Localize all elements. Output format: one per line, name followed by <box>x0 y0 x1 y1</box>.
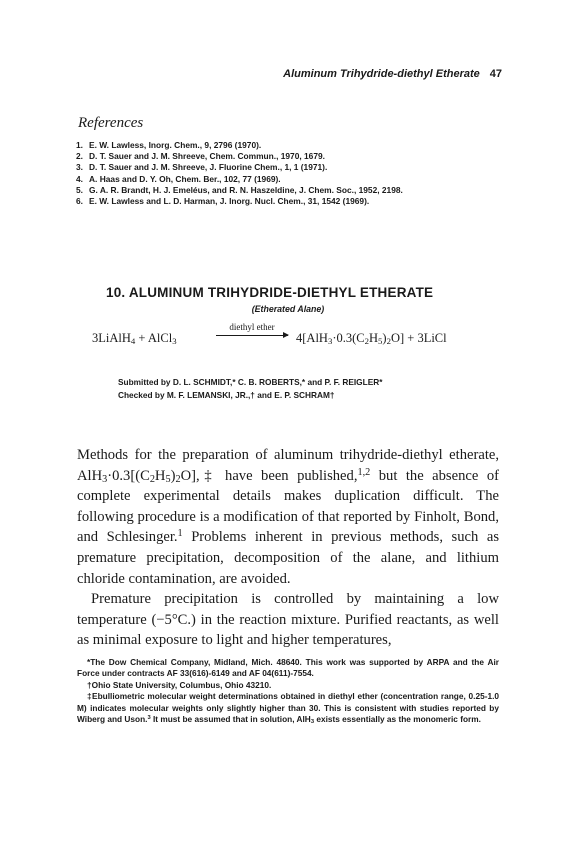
body-text <box>77 445 499 651</box>
reference-item: 1. E. W. Lawless, Inorg. Chem., 9, 2796 (1970). <box>76 140 262 150</box>
reference-item: 3. D. T. Sauer and J. M. Shreeve, J. Fluorine Chem., 1, 1 (1971). <box>76 162 328 173</box>
running-title: Aluminum Trihydride-diethyl Etherate <box>283 68 480 80</box>
footnotes <box>77 657 499 725</box>
equation-products: $4[AlH_3\cdot 0.3(C_2H_5)_2O]$ + 3LiCl <box>296 331 447 346</box>
footnote: *The Dow Chemical Company, Midland, Mich. 48640. This work was supported by ARPA and the Air Force under contracts AF 33(616)-6149 and AF 04(611)-7554. <box>77 657 499 679</box>
checked-by: Checked by M. F. LEMANSKI, JR.,† and E. P. SCHRAM† <box>118 390 335 400</box>
reference-item: 5. G. A. R. Brandt, H. J. Emeléus, and R. N. Haszeldine, J. Chem. Soc., 1952, 2198. <box>76 184 403 195</box>
references-heading: References <box>78 115 144 131</box>
reaction-arrow <box>216 322 288 336</box>
paragraph: Premature precipitation is controlled by maintaining a low temperature (−5°C.) in the reaction mixture. Purified reactants, as well as minimal exposure to light and higher temperatures, <box>77 591 499 649</box>
reaction-condition: diethyl ether <box>229 322 275 332</box>
footnote: †Ohio State University, Columbus, Ohio 43210. <box>87 679 272 690</box>
equation-reactants: 3LiAlH$_4$ + AlCl$_3$ <box>92 331 177 346</box>
paragraph: Methods for the preparation of aluminum trihydride-diethyl etherate, $AlH_3\cdot 0.3[(C_2H_5)_2O],\ddagger$ have been published,$^{1,2}$ but the absence of complete experimental details makes duplication difficult. The following procedure is a modification of that reported by Finholt, Bond, and Schlesinger.$^1$ Problems inherent in previous methods, such as premature precipitation, decomposition of the alane, and lithium chloride contamination, are avoided. <box>77 447 499 587</box>
running-header <box>0 68 502 80</box>
reference-item: 6. E. W. Lawless and L. D. Harman, J. Inorg. Nucl. Chem., 31, 1542 (1969). <box>76 196 370 207</box>
page-number: 47 <box>489 68 502 80</box>
submitted-by: Submitted by D. L. SCHMIDT,* C. B. ROBERTS,* and P. F. REIGLER* <box>118 377 383 387</box>
reference-item: 4. A. Haas and D. Y. Oh, Chem. Ber., 102, 77 (1969). <box>76 173 281 184</box>
footnote: ‡Ebulliometric molecular weight determinations obtained in diethyl ether (concentration range, 0.25-1.0 M) indicates molecular weights only slightly higher than 30. This is consistent with studies reported by Wiberg and Uson.$^3$ It must be assumed that in solution, AlH$_3$ exists essentially as the monomeric form. <box>77 691 499 726</box>
section-title: 10. ALUMINUM TRIHYDRIDE-DIETHYL ETHERATE <box>106 285 434 300</box>
reference-item: 2. D. T. Sauer and J. M. Shreeve, Chem. Commun., 1970, 1679. <box>76 151 325 162</box>
arrow-icon <box>216 335 288 336</box>
section-subtitle: (Etherated Alane) <box>251 304 325 314</box>
references-list <box>76 140 536 207</box>
formula-inline: $_3\cdot 0.3[(C_2H_5)_2O],\ddagger$ <box>102 467 217 485</box>
